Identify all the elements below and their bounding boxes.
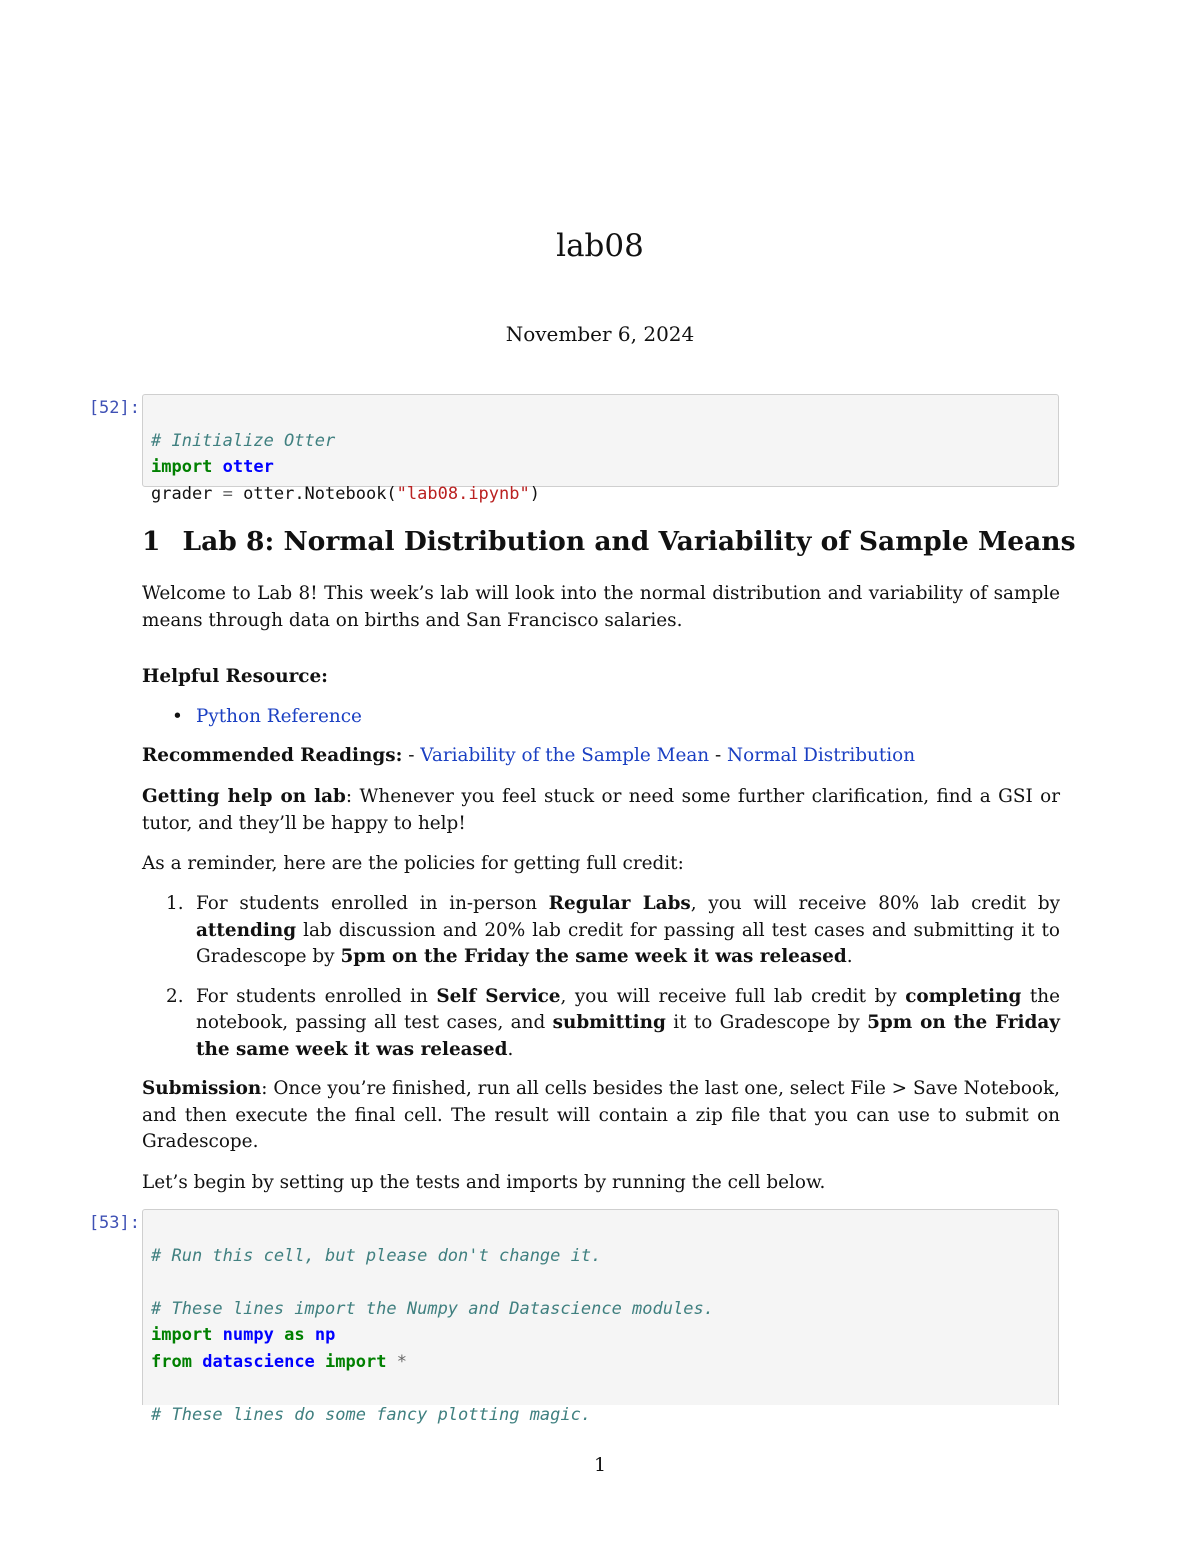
policy-emphasis: Self Service xyxy=(436,985,561,1007)
policy-list xyxy=(142,891,1060,1063)
reminder-paragraph: As a reminder, here are the policies for getting full credit: xyxy=(142,853,684,874)
code-operator: = xyxy=(222,483,233,504)
policy-item-self-service xyxy=(142,984,1060,1064)
cell-prompt: [53]: xyxy=(88,1213,140,1233)
section-number: 1 xyxy=(142,526,161,557)
policy-text: it to Gradescope by xyxy=(665,1012,868,1033)
submission-paragraph xyxy=(142,1076,1060,1156)
code-text: ) xyxy=(529,483,540,504)
policy-emphasis: completing xyxy=(905,985,1022,1007)
code-comment: # Run this cell, but please don't change it. xyxy=(151,1245,602,1266)
policy-text: lab discussion and 20% lab credit for passing all test cases and submitting it to Gradescope by xyxy=(196,919,1060,967)
help-paragraph xyxy=(142,784,1060,837)
policy-text: . xyxy=(846,946,853,967)
policy-text: For students enrolled in xyxy=(196,985,437,1007)
policy-emphasis: submitting xyxy=(552,1012,666,1033)
readings-separator: - xyxy=(402,745,421,766)
code-module: otter xyxy=(222,457,274,477)
code-cell-53[interactable] xyxy=(88,1209,1059,1425)
list-item xyxy=(142,704,1060,731)
code-comment: # Initialize Otter xyxy=(151,430,336,451)
code-module: numpy xyxy=(222,1325,274,1345)
policy-text: , you will receive full lab credit by xyxy=(560,985,906,1007)
page-number: 1 xyxy=(593,1454,607,1476)
policy-text: . xyxy=(507,1038,514,1060)
code-keyword: as xyxy=(284,1325,305,1345)
helpful-resource-heading: Helpful Resource: xyxy=(142,666,328,687)
code-string: "lab08.ipynb" xyxy=(396,483,530,504)
code-editor[interactable] xyxy=(142,1209,1059,1425)
policy-text: For students enrolled in in-person xyxy=(196,893,549,914)
code-comment: # These lines do some fancy plotting magic. xyxy=(151,1404,592,1425)
intro-paragraph: Welcome to Lab 8! This week’s lab will look into the normal distribution and variability of sample means through data on births and San Francisco salaries. xyxy=(142,583,1060,631)
code-keyword: import xyxy=(325,1351,387,1372)
begin-paragraph: Let’s begin by setting up the tests and imports by running the cell below. xyxy=(142,1172,826,1193)
policy-emphasis: Regular Labs xyxy=(548,893,691,914)
python-reference-link[interactable]: Python Reference xyxy=(196,706,362,727)
code-cell-52[interactable] xyxy=(88,394,1059,504)
code-keyword: from xyxy=(151,1351,192,1372)
readings-separator: - xyxy=(709,745,728,766)
code-editor[interactable] xyxy=(142,394,1059,504)
document-date: November 6, 2024 xyxy=(505,322,695,346)
code-operator: * xyxy=(396,1351,407,1372)
policy-text: , you will receive 80% lab credit by xyxy=(690,893,1060,914)
code-text: otter.Notebook( xyxy=(232,483,397,504)
code-keyword: import xyxy=(151,1325,213,1345)
policy-emphasis: 5pm on the Friday the same week it was released xyxy=(196,1012,1060,1060)
policy-item-regular-labs xyxy=(142,891,1060,971)
code-text: grader xyxy=(151,483,223,504)
help-text: : Whenever you feel stuck or need some further clarification, find a GSI or tutor, and they’ll be happy to help! xyxy=(142,786,1061,834)
submission-label: Submission xyxy=(142,1078,262,1099)
code-module: datascience xyxy=(202,1351,315,1372)
help-label: Getting help on lab xyxy=(142,786,346,807)
section-title: Lab 8: Normal Distribution and Variability of Sample Means xyxy=(182,526,1076,557)
normal-distribution-link[interactable]: Normal Distribution xyxy=(727,745,916,766)
recommended-readings xyxy=(142,743,1060,770)
policy-emphasis: attending xyxy=(196,919,297,941)
cell-prompt: [52]: xyxy=(88,398,140,418)
section-heading xyxy=(142,526,1076,557)
resource-list xyxy=(142,704,1060,731)
readings-label: Recommended Readings: xyxy=(142,745,403,766)
variability-sample-mean-link[interactable]: Variability of the Sample Mean xyxy=(420,745,710,766)
document-title: lab08 xyxy=(556,228,644,264)
submission-text: : Once you’re finished, run all cells besides the last one, select File > Save Notebook, and then execute the final cell. The result will contain a zip file that you can use to submit on Gradescope. xyxy=(142,1078,1060,1152)
code-module: np xyxy=(314,1325,336,1345)
code-keyword: import xyxy=(151,457,213,477)
bullet-marker: • xyxy=(172,706,183,727)
list-number: 2. xyxy=(166,985,184,1007)
list-number: 1. xyxy=(166,893,184,914)
policy-emphasis: 5pm on the Friday the same week it was released xyxy=(340,946,847,967)
code-comment: # These lines import the Numpy and Datascience modules. xyxy=(151,1298,714,1319)
policy-text: the notebook, passing all test cases, and xyxy=(196,985,1060,1033)
